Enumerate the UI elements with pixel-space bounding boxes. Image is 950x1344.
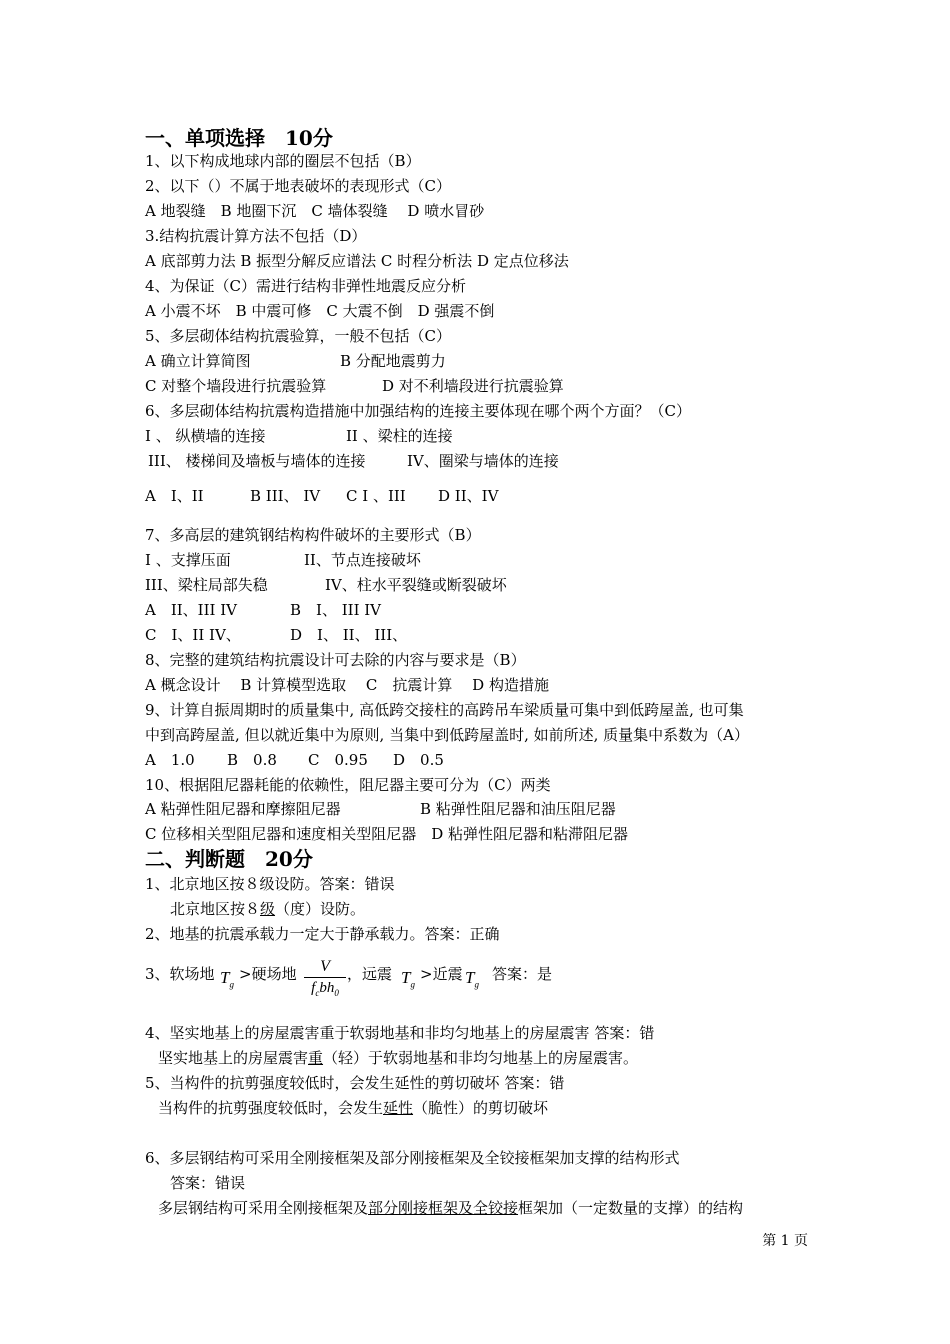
judgement-6: 6、多层钢结构可采用全刚接框架及部分刚接框架及全铰接框架加支撑的结构形式 <box>145 1149 680 1167</box>
question-5-option-b: B 分配地震剪力 <box>340 352 446 370</box>
question-6: 6、多层砌体结构抗震构造措施中加强结构的连接主要体现在哪个两个方面？（C） <box>145 402 692 420</box>
question-10-option-b: B 粘弹性阻尼器和油压阻尼器 <box>420 800 616 818</box>
question-10: 10、根据阻尼器耗能的依赖性，阻尼器主要可分为（C）两类 <box>145 776 551 794</box>
question-6-item-ii: II 、梁柱的连接 <box>346 427 453 445</box>
judgement-1-correction: 北京地区按８级（度）设防。 <box>170 900 366 918</box>
question-3-options: A 底部剪力法 B 振型分解反应谱法 C 时程分析法 D 定点位移法 <box>145 252 569 270</box>
question-4: 4、为保证（C）需进行结构非弹性地震反应分析 <box>145 277 467 295</box>
question-6-item-i: I 、 纵横墙的连接 <box>145 427 266 445</box>
question-10-options-cd: C 位移相关型阻尼器和速度相关型阻尼器 D 粘弹性阻尼器和粘滞阻尼器 <box>145 825 629 843</box>
question-7-option-d: D I、 II、 III、 <box>290 626 408 644</box>
judgement-6-answer: 答案：错误 <box>170 1174 246 1192</box>
question-7: 7、多高层的建筑钢结构构件破坏的主要形式（B） <box>145 526 481 544</box>
judgement-4-correction: 坚实地基上的房屋震害重（轻）于软弱地基和非均匀地基上的房屋震害。 <box>158 1049 639 1067</box>
question-9-option-b: B 0.8 <box>227 751 277 769</box>
question-4-options: A 小震不坏 B 中震可修 C 大震不倒 D 强震不倒 <box>145 302 495 320</box>
judgement-3-answer: 答案：是 <box>492 965 553 983</box>
judgement-6-correction: 多层钢结构可采用全刚接框架及部分刚接框架及全铰接框架加（一定数量的支撑）的结构 <box>158 1199 744 1217</box>
question-6-option-a: A I、II <box>145 487 204 505</box>
question-9-line-1: 9、计算自振周期时的质量集中, 高低跨交接柱的高跨吊车梁质量可集中到低跨屋盖, 也可集 <box>145 701 744 719</box>
page-number: 第 1 页 <box>762 1233 808 1249</box>
judgement-4: 4、坚实地基上的房屋震害重于软弱地基和非均匀地基上的房屋震害 答案：错 <box>145 1024 655 1042</box>
judgement-3-gt-hard: >硬场地 <box>239 965 297 983</box>
question-8-options: A 概念设计 B 计算模型选取 C 抗震计算 D 构造措施 <box>145 676 549 694</box>
judgement-5-correction: 当构件的抗剪强度较低时，会发生延性（脆性）的剪切破坏 <box>158 1099 549 1117</box>
question-7-option-a: A II、III IV <box>145 601 237 619</box>
section-heading-single-choice: 一、单项选择 10分 <box>145 126 333 150</box>
judgement-5: 5、当构件的抗剪强度较低时，会发生延性的剪切破坏 答案：错 <box>145 1074 565 1092</box>
question-6-item-iii: III、 楼梯间及墙板与墙体的连接 <box>148 452 366 470</box>
formula-tg-1: $T_g$ <box>220 968 234 990</box>
formula-fraction-v-fcbh0: V $f_cbh_0$ <box>304 958 346 1002</box>
question-9-option-a: A 1.0 <box>145 751 195 769</box>
question-5-option-c: C 对整个墙段进行抗震验算 <box>145 377 327 395</box>
judgement-3-gt-near: >近震 <box>420 965 463 983</box>
judgement-1: 1、北京地区按８级设防。答案：错误 <box>145 875 395 893</box>
question-5-option-a: A 确立计算简图 <box>145 352 251 370</box>
question-3: 3.结构抗震计算方法不包括（D） <box>145 227 367 245</box>
judgement-2: 2、地基的抗震承载力一定大于静承载力。答案：正确 <box>145 925 500 943</box>
question-6-option-c: C I 、III <box>346 487 406 505</box>
question-8: 8、完整的建筑结构抗震设计可去除的内容与要求是（B） <box>145 651 526 669</box>
question-5-option-d: D 对不利墙段进行抗震验算 <box>382 377 564 395</box>
question-7-item-ii: II、节点连接破坏 <box>304 551 421 569</box>
question-7-option-c: C I、II IV、 <box>145 626 241 644</box>
question-6-item-iv: IV、圈梁与墙体的连接 <box>407 452 559 470</box>
question-7-item-i: I 、支撑压面 <box>145 551 231 569</box>
question-5: 5、多层砌体结构抗震验算，一般不包括（C） <box>145 327 452 345</box>
question-7-option-b: B I、 III IV <box>290 601 382 619</box>
question-7-item-iii: III、梁柱局部失稳 <box>145 576 268 594</box>
judgement-3-far: ，远震 <box>347 965 393 983</box>
question-6-option-d: D II、IV <box>438 487 499 505</box>
judgement-3-prefix: 3、软场地 <box>145 965 215 983</box>
section-heading-true-false: 二、判断题 20分 <box>145 847 313 871</box>
question-9-option-d: D 0.5 <box>393 751 444 769</box>
question-7-item-iv: IV、柱水平裂缝或断裂破坏 <box>325 576 507 594</box>
formula-tg-3: $T_g$ <box>465 968 479 990</box>
question-2: 2、以下（）不属于地表破坏的表现形式（C） <box>145 177 452 195</box>
question-2-options: A 地裂缝 B 地圈下沉 C 墙体裂缝 D 喷水冒砂 <box>145 202 485 220</box>
formula-tg-2: $T_g$ <box>401 968 415 990</box>
question-9-option-c: C 0.95 <box>308 751 368 769</box>
question-6-option-b: B III、 IV <box>250 487 321 505</box>
question-10-option-a: A 粘弹性阻尼器和摩擦阻尼器 <box>145 800 341 818</box>
question-9-line-2: 中到高跨屋盖, 但以就近集中为原则, 当集中到低跨屋盖时, 如前所述, 质量集中系数为（A） <box>145 726 749 744</box>
question-1: 1、以下构成地球内部的圈层不包括（B） <box>145 152 421 170</box>
